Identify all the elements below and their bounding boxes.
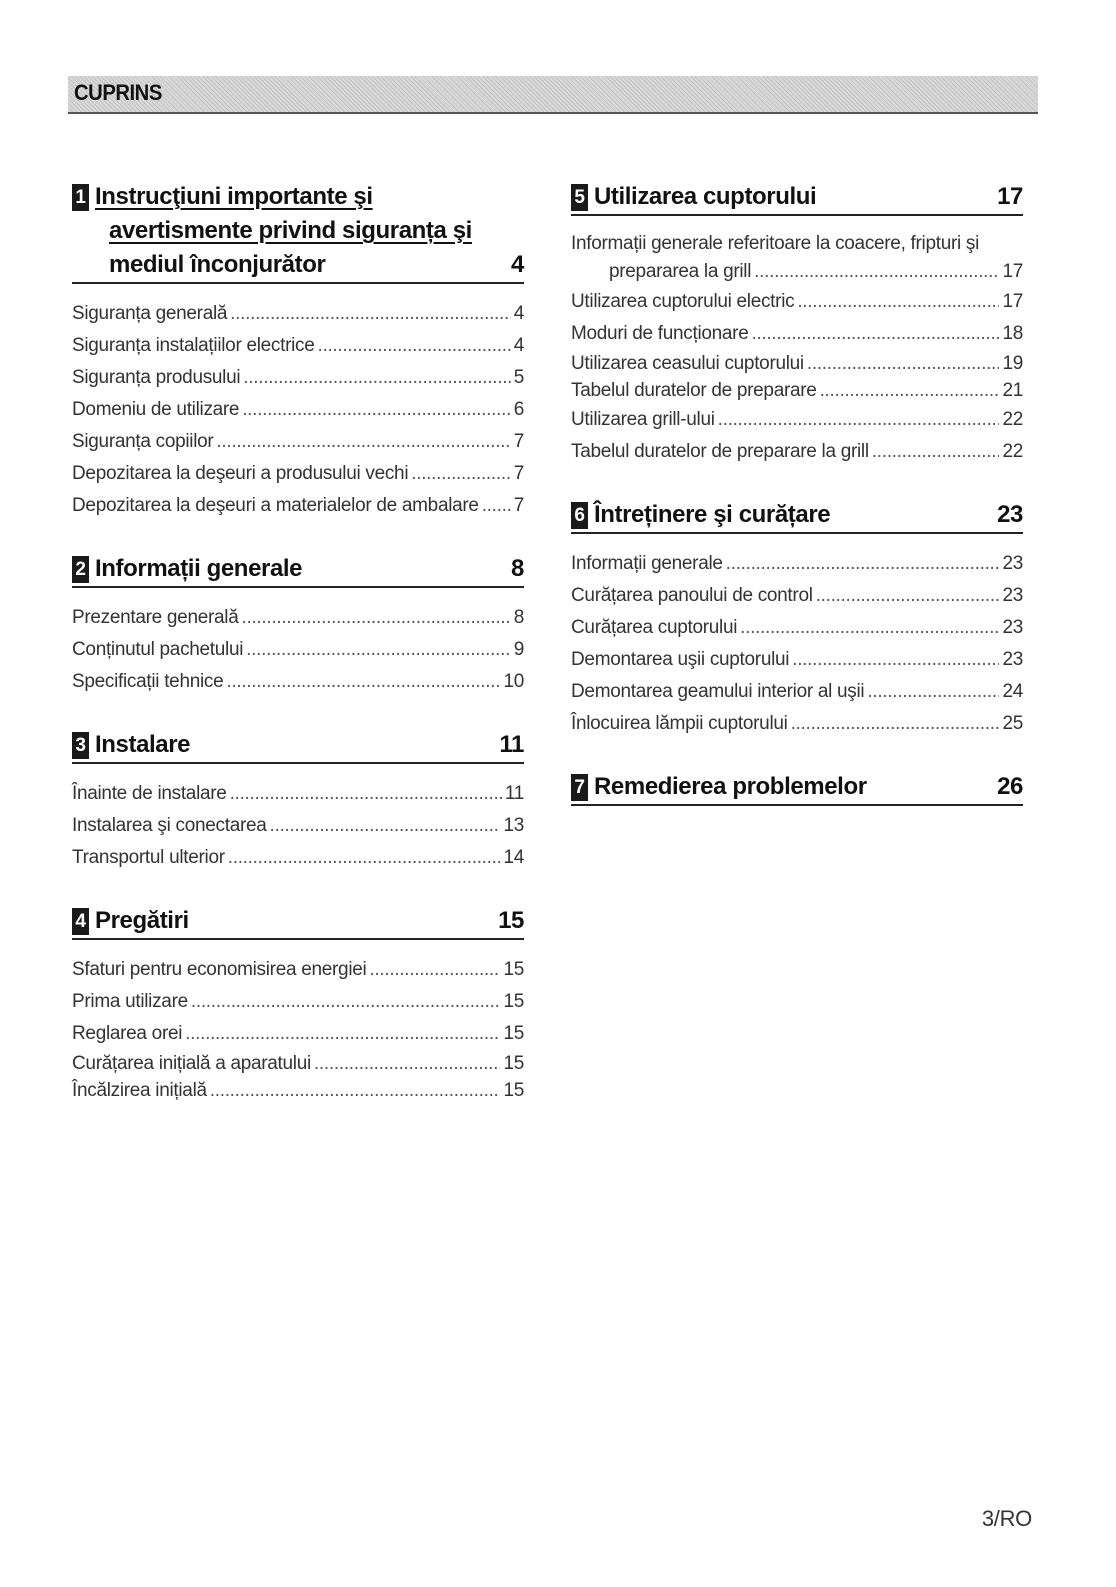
section-title-line: avertismente privind siguranța şi (109, 217, 472, 244)
section-page-number: 8 (511, 555, 524, 582)
toc-entry-page: 4 (513, 303, 524, 324)
toc-entry[interactable] (571, 548, 1023, 580)
toc-entry-title: Depozitarea la deşeuri a produsului vechi (72, 463, 409, 484)
toc-entry-title: Utilizarea cuptorului electric (571, 291, 795, 312)
toc-entry-page: 24 (1002, 681, 1023, 702)
dot-leader (230, 298, 511, 330)
dot-leader (820, 377, 1000, 404)
toc-entry-title: Informații generale referitoare la coacere, fripturi şi (571, 233, 980, 254)
toc-entry-title: Siguranța instalațiilor electrice (72, 335, 315, 356)
toc-entry-title: Depozitarea la deşeuri a materialelor de ambalare (72, 495, 479, 516)
toc-entry[interactable] (571, 644, 1023, 676)
toc-entry-title: Tabelul duratelor de preparare la grill (571, 441, 869, 462)
contents-banner (68, 76, 1038, 114)
section-number-badge: 5 (571, 184, 588, 211)
section-page-number: 15 (498, 907, 524, 934)
section-title: Remedierea problemelor (594, 773, 867, 800)
toc-entry[interactable] (571, 676, 1023, 708)
section-number-badge: 6 (571, 502, 588, 529)
toc-section-4 (72, 904, 524, 1104)
toc-entry[interactable] (72, 810, 524, 842)
dot-leader (411, 458, 510, 490)
toc-entry[interactable] (72, 394, 524, 426)
toc-entry-title: Utilizarea grill-ului (571, 409, 715, 430)
toc-section-1 (72, 180, 524, 522)
toc-entry[interactable] (72, 330, 524, 362)
toc-entry-title: Înainte de instalare (72, 783, 227, 804)
toc-entry-page: 4 (513, 335, 524, 356)
toc-section-5 (571, 180, 1023, 468)
dot-leader (216, 426, 510, 458)
toc-entry-page: 15 (503, 1023, 524, 1044)
toc-entry-title: Conținutul pachetului (72, 639, 244, 660)
dot-leader (314, 1050, 501, 1077)
toc-entry-page: 17 (1002, 291, 1023, 312)
toc-entry[interactable] (571, 230, 1023, 286)
toc-entry-page: 7 (513, 495, 524, 516)
toc-entry[interactable] (72, 954, 524, 986)
toc-entry[interactable] (571, 350, 1023, 377)
toc-entry[interactable] (72, 666, 524, 698)
dot-leader (816, 580, 1000, 612)
toc-entry-title: Utilizarea ceasului cuptorului (571, 353, 804, 374)
section-title: Informații generale (95, 555, 303, 582)
dot-leader (230, 778, 502, 810)
toc-section-7 (571, 770, 1023, 806)
section-heading[interactable] (72, 180, 524, 284)
toc-entry[interactable] (72, 298, 524, 330)
toc-entry-title: Prima utilizare (72, 991, 188, 1012)
toc-entry-title: Curățarea cuptorului (571, 617, 738, 638)
section-title: Instalare (95, 731, 191, 758)
toc-entry[interactable] (72, 1018, 524, 1050)
section-page-number: 4 (511, 251, 524, 278)
contents-title: CUPRINS (74, 80, 162, 105)
dot-leader (243, 362, 510, 394)
toc-entry-title-continued: prepararea la grill (609, 261, 752, 282)
toc-entry[interactable] (571, 404, 1023, 436)
toc-entry[interactable] (571, 286, 1023, 318)
section-page-number: 26 (997, 773, 1023, 800)
toc-entry-page: 19 (1002, 353, 1023, 374)
dot-leader (791, 708, 1000, 740)
toc-entry-title: Curățarea inițială a aparatului (72, 1053, 311, 1074)
section-page-number: 11 (499, 731, 524, 758)
toc-entry-page: 22 (1002, 409, 1023, 430)
toc-entry[interactable] (72, 842, 524, 874)
dot-leader (369, 954, 500, 986)
dot-leader (792, 644, 999, 676)
toc-entry-title: Demontarea geamului interior al uşii (571, 681, 865, 702)
section-page-number: 23 (997, 501, 1023, 528)
dot-leader (318, 330, 511, 362)
dot-leader (191, 986, 501, 1018)
dot-leader (751, 318, 999, 350)
toc-entry-title: Siguranța copiilor (72, 431, 214, 452)
toc-section-6 (571, 498, 1023, 740)
toc-entry-page: 23 (1002, 649, 1023, 670)
toc-entry-page: 15 (503, 991, 524, 1012)
section-number-badge: 1 (72, 184, 89, 211)
section-number-badge: 2 (72, 556, 89, 583)
section-title: Întreținere şi curățare (594, 501, 831, 528)
dot-leader (754, 258, 999, 286)
toc-entry[interactable] (72, 1050, 524, 1077)
dot-leader (226, 666, 500, 698)
section-title: Pregătiri (95, 907, 189, 934)
dot-leader (797, 286, 999, 318)
dot-leader (740, 612, 999, 644)
section-title-line: mediul înconjurător (109, 251, 326, 278)
toc-entry-title: Încălzirea inițială (72, 1080, 207, 1101)
toc-entry-title: Sfaturi pentru economisirea energiei (72, 959, 367, 980)
toc-entry-page: 11 (504, 783, 524, 804)
toc-entry-title: Siguranța produsului (72, 367, 241, 388)
section-heading[interactable] (72, 728, 524, 764)
toc-entry-page: 10 (503, 671, 524, 692)
toc-entry-page: 18 (1002, 323, 1023, 344)
toc-entry-page: 15 (503, 1080, 524, 1101)
section-heading[interactable] (571, 180, 1023, 216)
toc-entry[interactable] (571, 436, 1023, 468)
toc-entry[interactable] (571, 708, 1023, 740)
toc-entry-page: 9 (513, 639, 524, 660)
dot-leader (242, 394, 511, 426)
dot-leader (482, 490, 511, 522)
dot-leader (228, 842, 501, 874)
section-heading[interactable] (571, 770, 1023, 806)
toc-entry-page: 23 (1002, 617, 1023, 638)
toc-entry-page: 21 (1002, 380, 1023, 401)
dot-leader (726, 548, 1000, 580)
toc-entry[interactable] (72, 1077, 524, 1104)
section-heading[interactable] (72, 904, 524, 940)
toc-entry-title: Specificații tehnice (72, 671, 224, 692)
dot-leader (867, 676, 999, 708)
toc-entry-page: 23 (1002, 553, 1023, 574)
dot-leader (241, 602, 510, 634)
toc-entry[interactable] (72, 778, 524, 810)
toc-entry-title: Curățarea panoului de control (571, 585, 813, 606)
toc-entry-page: 17 (1002, 261, 1023, 282)
toc-right-column (571, 180, 1023, 836)
toc-entry[interactable] (72, 458, 524, 490)
toc-entry-title: Instalarea şi conectarea (72, 815, 267, 836)
toc-left-column (72, 180, 524, 1134)
section-heading[interactable] (571, 498, 1023, 534)
toc-entry-title: Moduri de funcționare (571, 323, 749, 344)
toc-entry[interactable] (72, 602, 524, 634)
toc-entry-page: 8 (513, 607, 524, 628)
dot-leader (270, 810, 501, 842)
toc-entry-page: 22 (1002, 441, 1023, 462)
toc-entry[interactable] (72, 986, 524, 1018)
dot-leader (872, 436, 1000, 468)
toc-entry-page: 13 (503, 815, 524, 836)
toc-entry-title: Domeniu de utilizare (72, 399, 240, 420)
section-number-badge: 3 (72, 732, 89, 759)
dot-leader (185, 1018, 500, 1050)
toc-entry[interactable] (72, 362, 524, 394)
section-title-line: Instrucţiuni importante şi (95, 183, 373, 210)
dot-leader (718, 404, 1000, 436)
toc-entry[interactable] (571, 318, 1023, 350)
toc-entry-title: Transportul ulterior (72, 847, 225, 868)
toc-entry[interactable] (72, 490, 524, 522)
toc-entry-title: Tabelul duratelor de preparare (571, 380, 817, 401)
toc-entry-title: Informații generale (571, 553, 723, 574)
section-heading[interactable] (72, 552, 524, 588)
toc-entry[interactable] (72, 634, 524, 666)
toc-entry-title: Prezentare generală (72, 607, 239, 628)
toc-entry-title: Reglarea orei (72, 1023, 183, 1044)
dot-leader (210, 1077, 501, 1104)
toc-entry-title: Demontarea uşii cuptorului (571, 649, 790, 670)
section-number-badge: 4 (72, 908, 89, 935)
section-title: Utilizarea cuptorului (594, 183, 817, 210)
toc-entry[interactable] (72, 426, 524, 458)
page-number-footer: 3/RO (981, 1506, 1032, 1531)
toc-entry-page: 15 (503, 959, 524, 980)
toc-entry-page: 14 (503, 847, 524, 868)
toc-entry-title: Înlocuirea lămpii cuptorului (571, 713, 788, 734)
dot-leader (807, 350, 1000, 377)
toc-entry-page: 7 (513, 463, 524, 484)
toc-entry-title: Siguranța generală (72, 303, 228, 324)
section-page-number: 17 (997, 183, 1023, 210)
toc-entry-page: 25 (1002, 713, 1023, 734)
toc-entry-page: 5 (513, 367, 524, 388)
section-number-badge: 7 (571, 774, 588, 801)
toc-entry-page: 7 (513, 431, 524, 452)
dot-leader (246, 634, 511, 666)
toc-entry-page: 15 (503, 1053, 524, 1074)
toc-section-3 (72, 728, 524, 874)
toc-entry[interactable] (571, 377, 1023, 404)
toc-entry-page: 6 (513, 399, 524, 420)
toc-entry[interactable] (571, 612, 1023, 644)
toc-entry[interactable] (571, 580, 1023, 612)
toc-section-2 (72, 552, 524, 698)
toc-entry-page: 23 (1002, 585, 1023, 606)
